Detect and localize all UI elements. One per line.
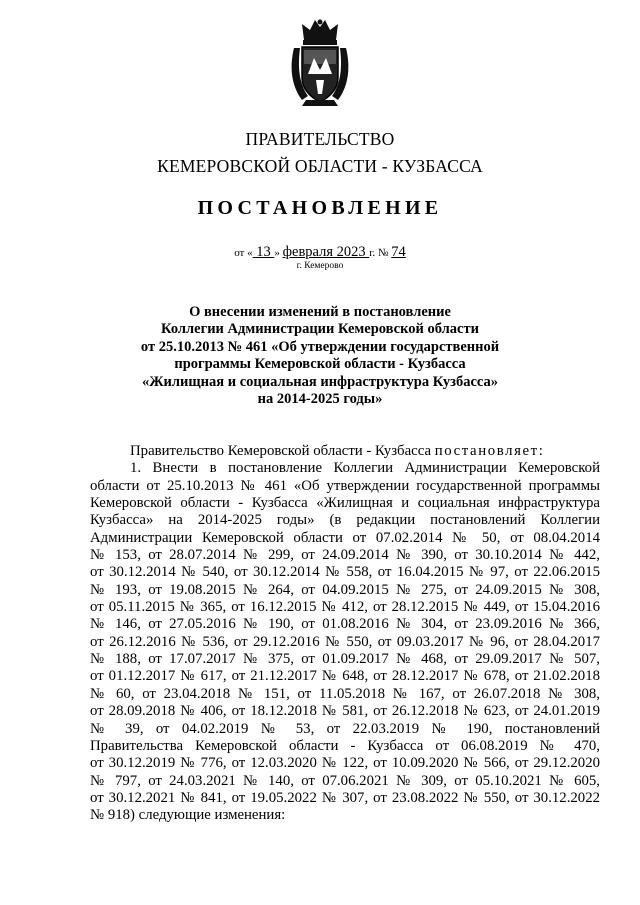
body-line: от 26.12.2016 № 536, от 29.12.2016 № 550, от 09.03.2017 № 96, от 28.04.2017 <box>90 633 600 650</box>
subject-line: «Жилищная и социальная инфраструктура Кузбасса» <box>141 373 499 390</box>
body-line: от 05.11.2015 № 365, от 16.12.2015 № 412, от 28.12.2015 № 449, от 15.04.2016 <box>90 599 600 616</box>
body-line: 1. Внести в постановление Коллегии Администрации Кемеровской <box>130 460 600 477</box>
document-type-heading: ПОСТАНОВЛЕНИЕ <box>197 197 443 219</box>
body-line: от 30.12.2019 № 776, от 12.03.2020 № 122, от 10.09.2020 № 566, от 29.12.2020 <box>90 755 600 772</box>
intro-text: Правительство Кемеровской области - Кузбасса <box>130 443 435 459</box>
decree-date-line <box>0 246 640 260</box>
body-line: № 188, от 17.07.2017 № 375, от 01.09.2017 № 468, от 29.09.2017 № 507, <box>90 651 600 668</box>
body-line: Кузбасса» на 2014-2025 годы» (в редакции постановлений Коллегии <box>90 512 600 529</box>
body-line: Кемеровской области - Кузбасса «Жилищная и социальная инфраструктура <box>90 495 600 512</box>
intro-resolves: постановляет: <box>434 443 545 459</box>
date-day: 13 <box>252 244 275 260</box>
intro-paragraph <box>90 443 600 460</box>
decree-subject <box>0 304 640 408</box>
body-line: № 193, от 19.08.2015 № 264, от 04.09.2015 № 275, от 24.09.2015 № 308, <box>90 581 600 598</box>
date-prefix: от « <box>234 247 253 259</box>
body-line: от 01.12.2017 № 617, от 21.12.2017 № 648, от 28.12.2017 № 678, от 21.02.2018 <box>90 668 600 685</box>
body-line: № 797, от 24.03.2021 № 140, от 07.06.2021 № 309, от 05.10.2021 № 605, <box>90 772 600 789</box>
body-line: от 30.12.2014 № 540, от 30.12.2014 № 558, от 16.04.2015 № 97, от 22.06.2015 <box>90 564 600 581</box>
body-line: № 153, от 28.07.2014 № 299, от 24.09.2014 № 390, от 30.10.2014 № 442, <box>90 547 600 564</box>
subject-line: программы Кемеровской области - Кузбасса <box>174 356 466 373</box>
date-month: февраля <box>282 244 334 260</box>
body-last-line: № 918) следующие изменения: <box>90 807 286 824</box>
government-title-line1: ПРАВИТЕЛЬСТВО <box>245 129 395 149</box>
body-line: Администрации Кемеровской области от 07.02.2014 № 50, от 08.04.2014 <box>90 529 600 546</box>
subject-line: О внесении изменений в постановление <box>189 304 451 320</box>
date-mid: » <box>274 247 283 259</box>
date-year: 2023 <box>333 244 370 260</box>
body-line: № 60, от 23.04.2018 № 151, от 11.05.2018 № 167, от 26.07.2018 № 308, <box>90 685 600 702</box>
body-line: № 146, от 27.05.2016 № 190, от 01.08.2016 № 304, от 23.09.2016 № 366, <box>90 616 600 633</box>
subject-line: от 25.10.2013 № 461 «Об утверждении государственной <box>140 338 500 355</box>
body-line: области от 25.10.2013 № 461 «Об утверждении государственной программы <box>90 477 600 494</box>
date-year-suffix: г. № <box>369 247 392 259</box>
decree-city: г. Кемерово <box>296 261 344 271</box>
government-title-line2: КЕМЕРОВСКОЙ ОБЛАСТИ - КУЗБАССА <box>157 156 483 176</box>
body-line: № 39, от 04.02.2019 № 53, от 22.03.2019 № 190, постановлений <box>90 720 600 737</box>
subject-line: Коллегии Администрации Кемеровской области <box>161 321 479 338</box>
body-line: от 30.12.2021 № 841, от 19.05.2022 № 307, от 23.08.2022 № 550, от 30.12.2022 <box>90 789 600 806</box>
decree-body <box>90 443 600 825</box>
kemerovo-coat-of-arms-icon <box>288 14 352 108</box>
body-line: Правительства Кемеровской области - Кузбасса от 06.08.2019 № 470, <box>90 737 600 754</box>
decree-number: 74 <box>391 244 406 260</box>
body-line: от 28.09.2018 № 406, от 18.12.2018 № 581, от 26.12.2018 № 623, от 24.01.2019 <box>90 703 600 720</box>
subject-line: на 2014-2025 годы» <box>257 391 383 408</box>
